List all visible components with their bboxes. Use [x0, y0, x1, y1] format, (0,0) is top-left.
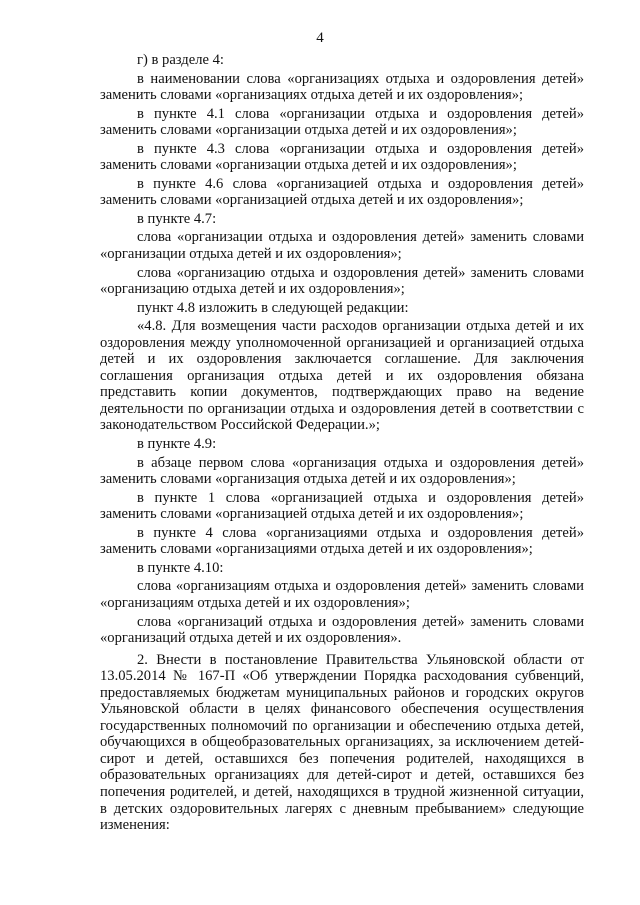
paragraph: в абзаце первом слова «организация отдыха и оздоровления детей» заменить словами «организация отдыха детей и их оздоровления»; — [100, 454, 584, 488]
paragraph: слова «организации отдыха и оздоровления детей» заменить словами «организации отдыха детей и их оздоровления»; — [100, 229, 584, 263]
paragraph: в наименовании слова «организациях отдыха и оздоровления детей» заменить словами «организациях отдыха детей и их оздоровления»; — [100, 70, 584, 104]
paragraph: пункт 4.8 изложить в следующей редакции: — [137, 299, 409, 316]
quoted-paragraph: «4.8. Для возмещения части расходов организации отдыха детей и их оздоровления между уполномоченной организацией и организацией отдыха детей и их оздоровления заключается соглашение. Для заключения соглашения организация отдыха детей и их оздоровления обязана представить копии документов, подтверждающих право на ведение деятельности по организации отдыха и оздоровления детей в соответствии с законодательством Российской Федерации.»; — [100, 318, 584, 434]
paragraph: в пункте 1 слова «организацией отдыха и оздоровления детей» заменить словами «организацией отдыха детей и их оздоровления»; — [100, 489, 584, 523]
page-number: 4 — [316, 30, 324, 46]
paragraph: 2. Внести в постановление Правительства Ульяновской области от 13.05.2014 № 167-П «Об утверждении Порядка расходования субвенций, предоставляемых бюджетам муниципальных районов и городских округов Ульяновской области в целях финансового обеспечения осуществления государственных полномочий по организации и обеспечению отдыха детей, обучающихся в общеобразовательных организациях, за исключением детей-сирот и детей, оставшихся без попечения родителей, находящихся в образовательных организациях для детей-сирот и детей, оставшихся без попечения родителей, и детей, находящихся в трудной жизненной ситуации, в детских оздоровительных лагерях с дневным пребыванием» следующие изменения: — [100, 651, 584, 834]
paragraph: слова «организацию отдыха и оздоровления детей» заменить словами «организацию отдыха детей и их оздоровления»; — [100, 264, 584, 298]
paragraph: в пункте 4.1 слова «организации отдыха и оздоровления детей» заменить словами «организации отдыха детей и их оздоровления»; — [100, 105, 584, 139]
document-body — [100, 52, 584, 834]
paragraph: в пункте 4.10: — [137, 559, 224, 576]
paragraph: слова «организаций отдыха и оздоровления детей» заменить словами «организаций отдыха детей и их оздоровления». — [100, 613, 584, 647]
paragraph: г) в разделе 4: — [137, 52, 224, 68]
paragraph: слова «организациям отдыха и оздоровления детей» заменить словами «организациям отдыха детей и их оздоровления»; — [100, 578, 584, 611]
paragraph: в пункте 4 слова «организациями отдыха и оздоровления детей» заменить словами «организациями отдыха детей и их оздоровления»; — [100, 524, 584, 558]
paragraph: в пункте 4.9: — [137, 436, 217, 453]
paragraph: в пункте 4.3 слова «организации отдыха и оздоровления детей» заменить словами «организации отдыха детей и их оздоровления»; — [100, 140, 584, 174]
paragraph: в пункте 4.7: — [137, 210, 217, 227]
paragraph: в пункте 4.6 слова «организацией отдыха и оздоровления детей» заменить словами «организацией отдыха детей и их оздоровления»; — [100, 175, 584, 209]
